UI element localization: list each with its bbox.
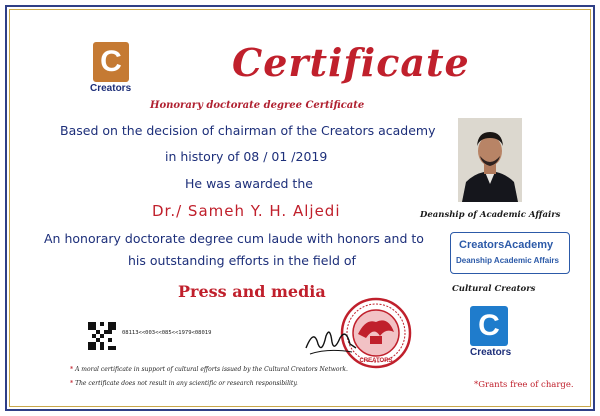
footnote-1-text: A moral certificate in support of cultural efforts issued by the Cultural Creators Network. (75, 366, 348, 373)
creators-logo-top (90, 42, 131, 94)
logo-letter: C (100, 45, 122, 78)
line-decision: Based on the decision of chairman of the Creators academy (60, 123, 436, 138)
creators-logo-bottom (470, 306, 511, 358)
line-reason-2: his outstanding efforts in the field of (128, 253, 356, 268)
photo-caption: Deanship of Academic Affairs (420, 210, 561, 220)
creators-logo-bottom-icon (470, 306, 508, 346)
academy-stamp (450, 232, 570, 274)
footnote-1: * A moral certificate in support of cultural efforts issued by the Cultural Creators Network. (70, 366, 348, 373)
line-awarded: He was awarded the (185, 176, 313, 191)
footnote-2-text: The certificate does not result in any scientific or research responsibility. (75, 380, 298, 387)
certificate-subtitle: Honorary doctorate degree Certificate (150, 100, 365, 111)
recipient-name: Dr./ Sameh Y. H. Aljedi (152, 202, 341, 220)
certificate-title: Certificate (232, 40, 470, 85)
cultural-caption: Cultural Creators (452, 284, 536, 294)
logo-bottom-text: Creators (470, 347, 512, 358)
stamp-line-2: Deanship Academic Affairs (456, 256, 559, 265)
signature (300, 318, 360, 362)
grants-note: *Grants free of charge. (474, 380, 574, 390)
stamp-line-1: CreatorsAcademy (459, 239, 554, 251)
recipient-photo (458, 118, 522, 202)
qr-code (88, 322, 116, 350)
field-of-award: Press and media (178, 282, 326, 301)
red-seal-text: CREATORS (359, 358, 393, 364)
footnote-2: * The certificate does not result in any scientific or research responsibility. (70, 380, 298, 387)
line-date: in history of 08 / 01 /2019 (165, 149, 328, 164)
serial-number: 08113<<003<<085<<1979<08019 (122, 330, 212, 336)
logo-text: Creators (90, 83, 132, 94)
creators-logo-icon (93, 42, 129, 82)
line-reason-1: An honorary doctorate degree cum laude with honors and to (44, 231, 424, 246)
logo-bottom-letter: C (478, 309, 500, 342)
